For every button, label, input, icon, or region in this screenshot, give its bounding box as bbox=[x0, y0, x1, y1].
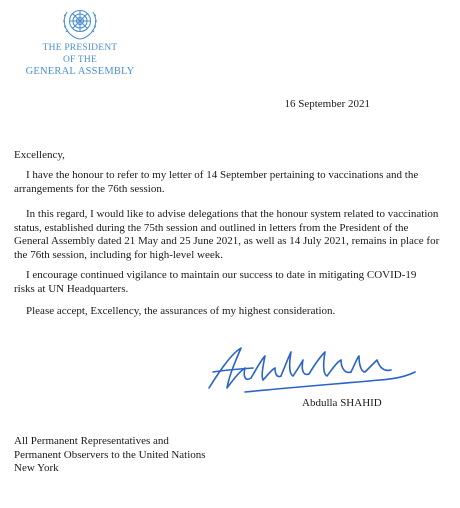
paragraph-4 bbox=[26, 305, 446, 319]
paragraph-2-line-3: General Assembly dated 21 May and 25 June 2021, as well as 14 July 2021, remains in place for bbox=[14, 235, 440, 247]
paragraph-2-line-1: In this regard, I would like to advise delegations that the honour system related to vaccination bbox=[26, 208, 439, 220]
paragraph-3-line-1: I encourage continued vigilance to maintain our success to date in mitigating COVID-19 bbox=[26, 269, 417, 281]
recipients-line-2: Permanent Observers to the United Nations bbox=[14, 448, 206, 461]
paragraph-4-line-1: Please accept, Excellency, the assurances of my highest consideration. bbox=[26, 305, 336, 317]
paragraph-2 bbox=[14, 208, 446, 262]
un-emblem-icon bbox=[60, 4, 100, 42]
paragraph-1-line-1: I have the honour to refer to my letter of 14 September pertaining to vaccinations and the bbox=[26, 169, 419, 181]
paragraph-2-line-4: the 76th session, including for high-level week. bbox=[14, 248, 223, 261]
letterhead-line-3: GENERAL ASSEMBLY bbox=[25, 66, 135, 77]
paragraph-3 bbox=[14, 269, 446, 296]
letter-date: 16 September 2021 bbox=[284, 98, 370, 110]
letterhead bbox=[0, 4, 160, 78]
paragraph-1-line-2: arrangements for the 76th session. bbox=[14, 182, 165, 195]
signer-name: Abdulla SHAHID bbox=[302, 397, 382, 409]
letterhead-line-1: THE PRESIDENT bbox=[42, 43, 118, 53]
paragraph-3-line-2: risks at UN Headquarters. bbox=[14, 282, 129, 295]
letterhead-line-2: OF THE bbox=[62, 55, 97, 65]
recipients-line-1: All Permanent Representatives and bbox=[14, 435, 169, 447]
recipients-line-3: New York bbox=[14, 462, 59, 474]
paragraph-1 bbox=[14, 169, 446, 196]
paragraph-2-line-2: status, established during the 75th session and outlined in letters from the President of the bbox=[14, 221, 409, 234]
signature-image bbox=[205, 342, 420, 397]
salutation: Excellency, bbox=[14, 149, 65, 161]
recipients-block bbox=[14, 435, 206, 476]
